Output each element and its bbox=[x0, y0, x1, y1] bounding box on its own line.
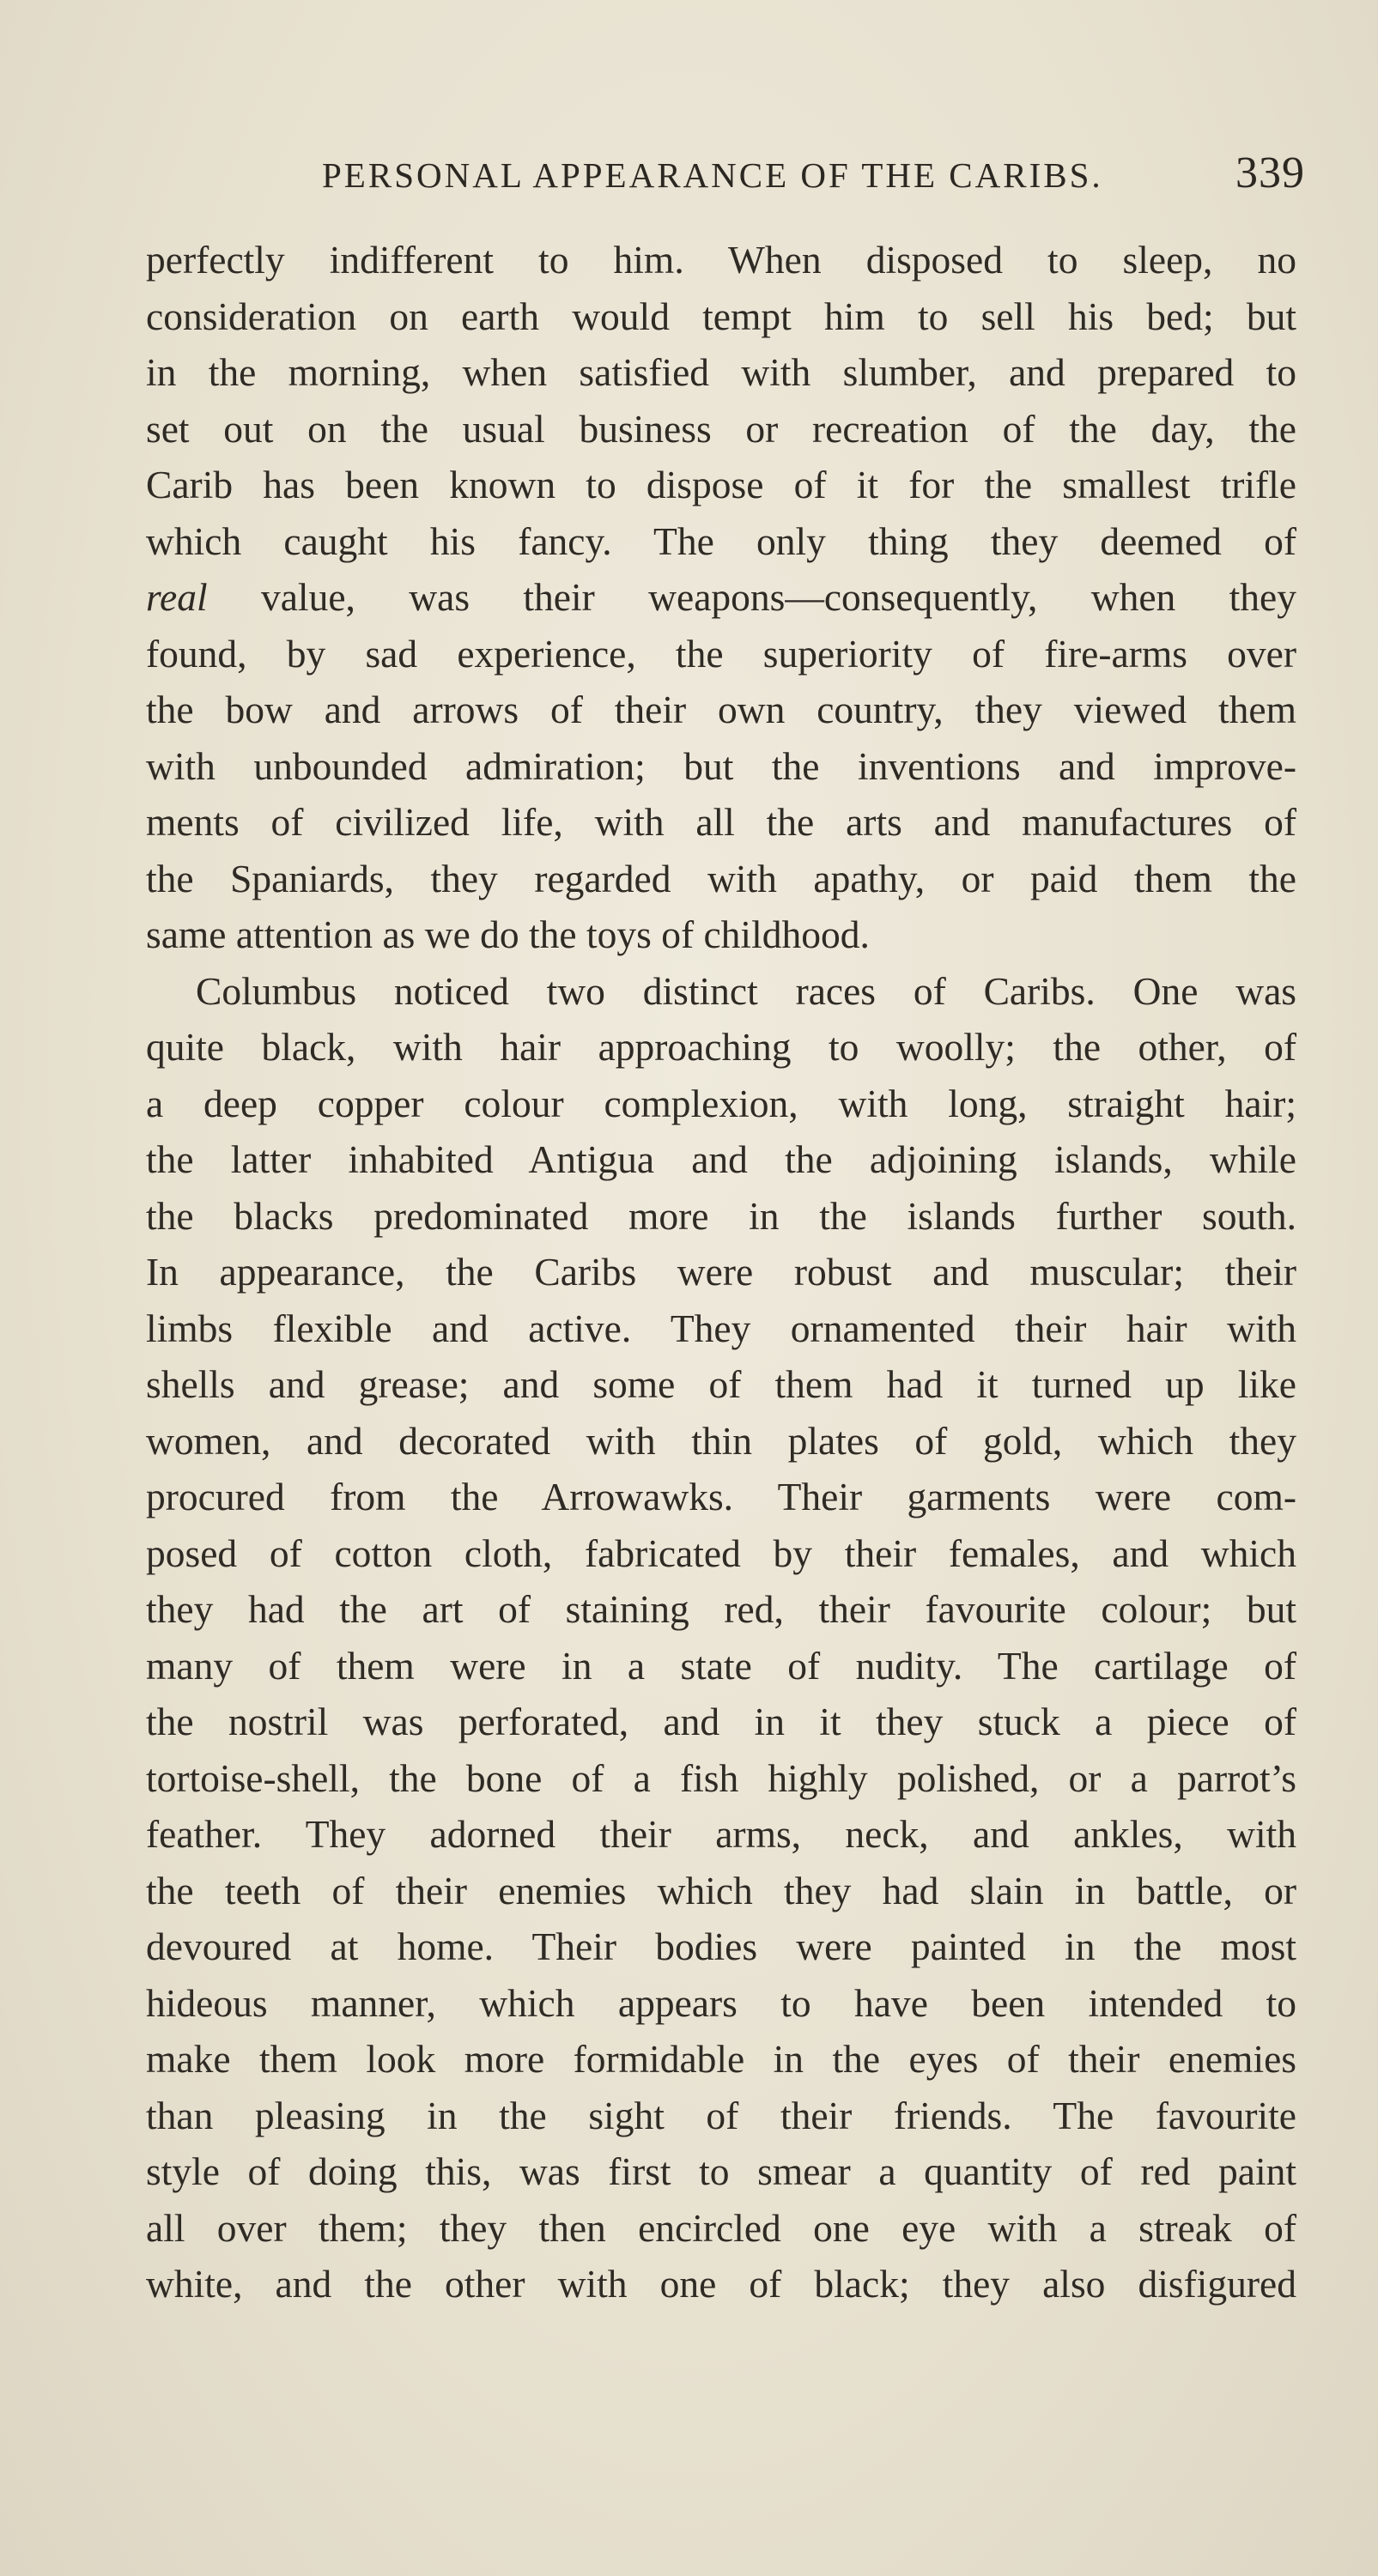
text-line: the latter inhabited Antigua and the adjoining islands, while bbox=[146, 1137, 1296, 1181]
text-line: set out on the usual business or recreation of the day, the bbox=[146, 406, 1296, 451]
body-text bbox=[146, 232, 1296, 2312]
text-line: tortoise-shell, the bone of a fish highly polished, or a parrot’s bbox=[146, 1755, 1296, 1800]
text-line: ments of civilized life, with all the arts and manufactures of bbox=[146, 800, 1296, 844]
running-head: PERSONAL APPEARANCE OF THE CARIBS. bbox=[322, 155, 1103, 195]
text-line: white, and the other with one of black; they also disfigured bbox=[146, 2262, 1296, 2306]
page-header bbox=[322, 148, 1305, 208]
text-line: many of them were in a state of nudity. The cartilage of bbox=[146, 1643, 1296, 1688]
text-line: make them look more formidable in the eyes of their enemies bbox=[146, 2037, 1296, 2081]
text-line: Carib has been known to dispose of it for the smallest trifle bbox=[146, 463, 1296, 506]
text-line: feather. They adorned their arms, neck, and ankles, with bbox=[146, 1812, 1296, 1856]
text-line: style of doing this, was first to smear a quantity of red paint bbox=[146, 2149, 1296, 2193]
text-line: which caught his fancy. The only thing they deemed of bbox=[146, 518, 1296, 563]
text-line: consideration on earth would tempt him to sell his bed; but bbox=[146, 294, 1296, 338]
text-line: limbs flexible and active. They ornamented their hair with bbox=[146, 1306, 1296, 1350]
text-line: perfectly indifferent to him. When disposed to sleep, no bbox=[146, 238, 1296, 282]
text-line: in the morning, when satisfied with slumber, and prepared to bbox=[146, 350, 1296, 394]
text-line: than pleasing in the sight of their friends. The favourite bbox=[146, 2093, 1296, 2137]
text-line: hideous manner, which appears to have been intended to bbox=[146, 1980, 1296, 2025]
text-line: all over them; they then encircled one eye with a streak of bbox=[146, 2205, 1296, 2250]
text-line: posed of cotton cloth, fabricated by their females, and which bbox=[146, 1530, 1296, 1575]
text-line: devoured at home. Their bodies were painted in the most bbox=[146, 1924, 1296, 1968]
text-line bbox=[146, 569, 1296, 626]
text-line: shells and grease; and some of them had it turned up like bbox=[146, 1362, 1296, 1406]
text-line: quite black, with hair approaching to woolly; the other, of bbox=[146, 1025, 1296, 1069]
text-line: In appearance, the Caribs were robust and muscular; their bbox=[146, 1250, 1296, 1294]
text-line: found, by sad experience, the superiority of fire-arms over bbox=[146, 631, 1296, 676]
text-line: the blacks predominated more in the islands further south. bbox=[146, 1193, 1296, 1238]
text-line: with unbounded admiration; but the inventions and improve- bbox=[146, 743, 1296, 788]
text-line: women, and decorated with thin plates of gold, which they bbox=[146, 1418, 1296, 1463]
italic-word: real bbox=[146, 575, 208, 619]
text-line: the Spaniards, they regarded with apathy, or paid them the bbox=[146, 856, 1296, 900]
text-line: the bow and arrows of their own country, they viewed them bbox=[146, 688, 1296, 731]
text-fragment: value, was their weapons—consequently, when they bbox=[207, 575, 1296, 619]
text-line: the teeth of their enemies which they had slain in battle, or bbox=[146, 1868, 1296, 1912]
text-line: Columbus noticed two distinct races of Caribs. One was bbox=[196, 968, 1296, 1013]
text-line: the nostril was perforated, and in it they stuck a piece of bbox=[146, 1700, 1296, 1743]
text-line: a deep copper colour complexion, with long, straight hair; bbox=[146, 1081, 1296, 1125]
page-number: 339 bbox=[1235, 148, 1305, 197]
text-line: they had the art of staining red, their favourite colour; but bbox=[146, 1587, 1296, 1631]
text-line: procured from the Arrowawks. Their garments were com- bbox=[146, 1475, 1296, 1518]
text-line: same attention as we do the toys of childhood. bbox=[146, 912, 870, 956]
